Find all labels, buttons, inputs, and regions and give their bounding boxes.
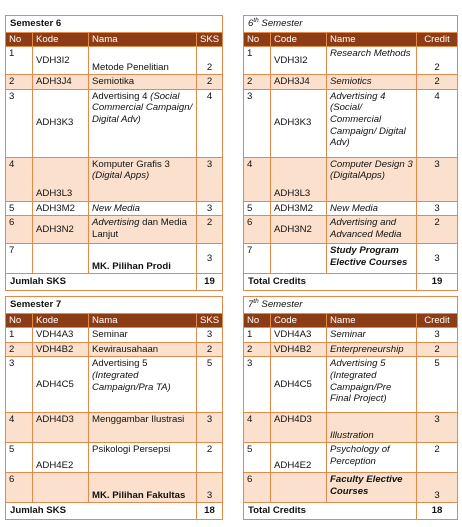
row-sks: 3 (197, 157, 223, 201)
table-row (244, 357, 458, 413)
row-kode: VDH3I2 (33, 47, 89, 75)
row-no: 5 (244, 201, 271, 216)
row-name: Advertising 4 (Social/ Commercial Campaign/ Digital Adv) (327, 89, 417, 157)
row-sks: 5 (197, 357, 223, 413)
header-nama: Nama (89, 313, 197, 328)
row-code (271, 473, 327, 503)
row-kode: VDH4B2 (33, 342, 89, 357)
row-sks: 2 (197, 443, 223, 473)
header-no: No (6, 32, 33, 47)
row-name: Advertising 5 (Integrated Campaign/Pre Final Project) (327, 357, 417, 413)
total-label: Total Credits (244, 274, 417, 291)
row-nama: Advertising dan Media Lanjut (89, 216, 197, 244)
row-nama: Komputer Grafis 3 (Digital Apps) (89, 157, 197, 201)
row-kode: ADH3K3 (33, 89, 89, 157)
row-name: Advertising and Advanced Media (327, 216, 417, 244)
row-credit: 2 (417, 47, 458, 75)
row-name: Computer Design 3 (DigitalApps) (327, 157, 417, 201)
table-row (6, 244, 223, 274)
row-sks: 2 (197, 75, 223, 90)
table-title: 6th Semester (244, 16, 458, 33)
row-credit: 3 (417, 413, 458, 443)
table-title: Semester 6 (6, 16, 223, 33)
row-kode (33, 473, 89, 503)
table-row (244, 157, 458, 201)
total-value: 18 (417, 503, 458, 520)
header-sks: SKS (197, 313, 223, 328)
row-no: 5 (244, 443, 271, 473)
row-no: 3 (244, 357, 271, 413)
table-title: 7th Semester (244, 297, 458, 314)
row-credit: 3 (417, 157, 458, 201)
header-nama: Nama (89, 32, 197, 47)
row-sks: 3 (197, 244, 223, 274)
row-kode: ADH3J4 (33, 75, 89, 90)
row-kode: ADH3L3 (33, 157, 89, 201)
table-row (6, 357, 223, 413)
semester-6-table (5, 15, 222, 291)
table-row (6, 328, 223, 343)
row-no: 1 (6, 47, 33, 75)
row-sks: 2 (197, 47, 223, 75)
total-value: 19 (197, 274, 223, 291)
row-nama: Kewirausahaan (89, 342, 197, 357)
row-no: 1 (6, 328, 33, 343)
row-name: Faculty Elective Courses (327, 473, 417, 503)
row-code (271, 244, 327, 274)
table-row (244, 342, 458, 357)
row-credit: 3 (417, 201, 458, 216)
total-value: 19 (417, 274, 458, 291)
row-credit: 2 (417, 216, 458, 244)
row-credit: 3 (417, 244, 458, 274)
table-row (244, 244, 458, 274)
row-code: ADH4D3 (271, 413, 327, 443)
table-row (244, 75, 458, 90)
row-no: 6 (6, 473, 33, 503)
table-row (6, 157, 223, 201)
row-nama: Seminar (89, 328, 197, 343)
table-row (6, 75, 223, 90)
row-no: 5 (6, 443, 33, 473)
row-credit: 2 (417, 342, 458, 357)
row-credit: 5 (417, 357, 458, 413)
header-kode: Kode (33, 32, 89, 47)
row-no: 3 (244, 89, 271, 157)
row-kode: ADH3N2 (33, 216, 89, 244)
table-row (6, 342, 223, 357)
row-no: 7 (6, 244, 33, 274)
row-no: 7 (244, 244, 271, 274)
row-name: Seminar (327, 328, 417, 343)
table-row (244, 413, 458, 443)
row-code: ADH3K3 (271, 89, 327, 157)
table-row (244, 328, 458, 343)
header-kode: Kode (33, 313, 89, 328)
total-label: Total Credits (244, 503, 417, 520)
row-code: ADH4C5 (271, 357, 327, 413)
header-credit: Credit (417, 313, 458, 328)
row-no: 4 (6, 157, 33, 201)
row-nama: Advertising 5 (Integrated Campaign/Pra TA) (89, 357, 197, 413)
table-row (6, 413, 223, 443)
row-kode: VDH4A3 (33, 328, 89, 343)
row-no: 3 (6, 357, 33, 413)
row-code: VDH4B2 (271, 342, 327, 357)
row-nama: New Media (89, 201, 197, 216)
row-sks: 3 (197, 413, 223, 443)
row-nama: MK. Pilihan Fakultas (89, 473, 197, 503)
header-no: No (244, 32, 271, 47)
row-no: 3 (6, 89, 33, 157)
table-row (244, 216, 458, 244)
row-nama: Psikologi Persepsi (89, 443, 197, 473)
table-row (6, 89, 223, 157)
row-code: VDH4A3 (271, 328, 327, 343)
header-sks: SKS (197, 32, 223, 47)
row-name: New Media (327, 201, 417, 216)
table-row (6, 473, 223, 503)
row-credit: 3 (417, 328, 458, 343)
row-code: ADH3J4 (271, 75, 327, 90)
row-no: 1 (244, 47, 271, 75)
table-row (6, 443, 223, 473)
row-kode: ADH4E2 (33, 443, 89, 473)
row-kode: ADH3M2 (33, 201, 89, 216)
sixth-semester-table (243, 15, 457, 291)
row-no: 2 (244, 342, 271, 357)
row-credit: 3 (417, 473, 458, 503)
table-row (244, 89, 458, 157)
row-code: ADH3L3 (271, 157, 327, 201)
row-nama: Advertising 4 (Social Commercial Campaign/ Digital Adv) (89, 89, 197, 157)
row-no: 4 (244, 413, 271, 443)
row-no: 1 (244, 328, 271, 343)
seventh-semester-table (243, 296, 457, 520)
row-sks: 3 (197, 328, 223, 343)
row-no: 4 (6, 413, 33, 443)
row-name: Study Program Elective Courses (327, 244, 417, 274)
semester-7-table (5, 296, 222, 520)
total-label: Jumlah SKS (6, 503, 197, 520)
total-label: Jumlah SKS (6, 274, 197, 291)
total-value: 18 (197, 503, 223, 520)
row-no: 6 (6, 216, 33, 244)
row-sks: 2 (197, 342, 223, 357)
table-row (244, 201, 458, 216)
row-name: Research Methods (327, 47, 417, 75)
row-nama: Metode Penelitian (89, 47, 197, 75)
header-code: Code (271, 32, 327, 47)
row-name: Semiotics (327, 75, 417, 90)
table-row (6, 47, 223, 75)
row-name: Illustration (327, 413, 417, 443)
header-code: Code (271, 313, 327, 328)
table-row (6, 216, 223, 244)
table-row (244, 473, 458, 503)
header-name: Name (327, 313, 417, 328)
row-sks: 2 (197, 216, 223, 244)
table-row (244, 443, 458, 473)
row-credit: 2 (417, 443, 458, 473)
row-kode: ADH4C5 (33, 357, 89, 413)
row-nama: Menggambar Ilustrasi (89, 413, 197, 443)
table-row (6, 201, 223, 216)
row-sks: 3 (197, 473, 223, 503)
table-row (244, 47, 458, 75)
table-title: Semester 7 (6, 297, 223, 314)
row-code: ADH3N2 (271, 216, 327, 244)
header-no: No (6, 313, 33, 328)
header-no: No (244, 313, 271, 328)
row-kode (33, 244, 89, 274)
row-kode: ADH4D3 (33, 413, 89, 443)
row-no: 2 (244, 75, 271, 90)
row-nama: Semiotika (89, 75, 197, 90)
row-credit: 4 (417, 89, 458, 157)
row-name: Enterpreneurship (327, 342, 417, 357)
header-name: Name (327, 32, 417, 47)
row-credit: 2 (417, 75, 458, 90)
row-no: 5 (6, 201, 33, 216)
row-no: 6 (244, 473, 271, 503)
row-sks: 4 (197, 89, 223, 157)
row-name: Psychology of Perception (327, 443, 417, 473)
row-no: 2 (6, 342, 33, 357)
row-no: 6 (244, 216, 271, 244)
row-code: ADH4E2 (271, 443, 327, 473)
header-credit: Credit (417, 32, 458, 47)
row-code: ADH3M2 (271, 201, 327, 216)
row-sks: 3 (197, 201, 223, 216)
row-no: 2 (6, 75, 33, 90)
row-no: 4 (244, 157, 271, 201)
row-code: VDH3I2 (271, 47, 327, 75)
row-nama: MK. Pilihan Prodi (89, 244, 197, 274)
